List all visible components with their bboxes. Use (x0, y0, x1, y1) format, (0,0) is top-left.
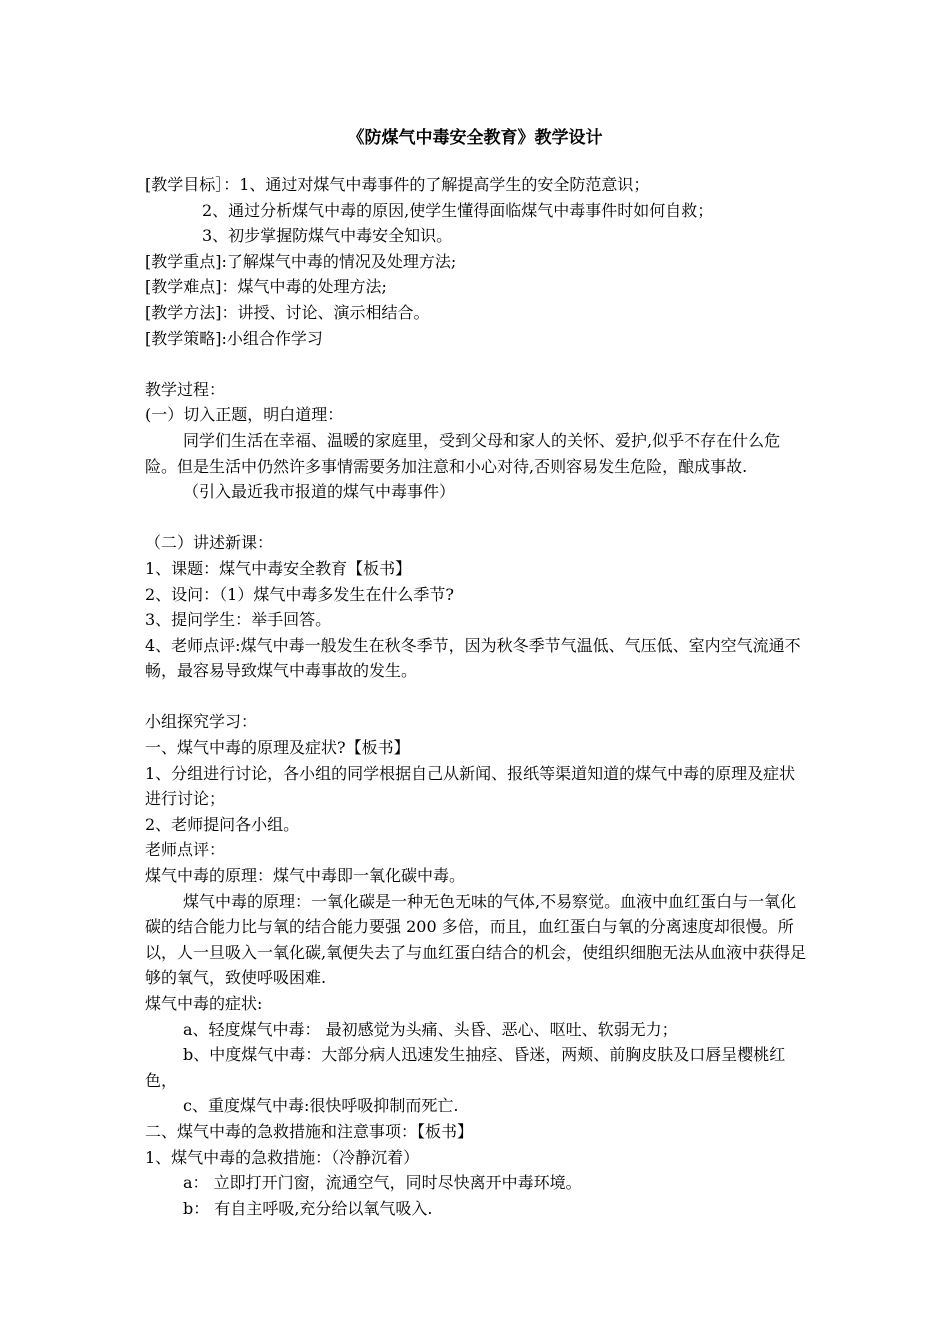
symptom-severe: c、重度煤气中毒:很快呼吸抑制而死亡. (183, 1096, 459, 1116)
list-item: 1、分组进行讨论，各小组的同学根据自己从新闻、报纸等渠道知道的煤气中毒的原理及症状进行讨论； (145, 763, 796, 809)
list-item: 2、老师提问各小组。 (145, 814, 300, 834)
symptoms-heading: 煤气中毒的症状: (145, 994, 263, 1013)
symptom-mild: a、轻度煤气中毒： 最初感觉为头痛、头昏、恶心、呕吐、软弱无力； (183, 1019, 678, 1039)
first-aid-heading: 1、煤气中毒的急救措施：（冷静沉着） (145, 1147, 420, 1167)
topic-2-heading: 二、煤气中毒的急救措施和注意事项：【板书】 (145, 1121, 474, 1141)
objective-line-1: [教学目标］：1、通过对煤气中毒事件的了解提高学生的安全防范意识； (145, 175, 650, 194)
objective-line-2: 2、通过分析煤气中毒的原因,使学生懂得面临煤气中毒事件时如何自救； (202, 200, 714, 220)
group-study-heading: 小组探究学习： (145, 712, 258, 732)
list-item: 2、设问：（1）煤气中毒多发生在什么季节? (145, 584, 454, 604)
document-title: 《防煤气中毒安全教育》教学设计 (347, 128, 603, 148)
list-item: 4、老师点评:煤气中毒一般发生在秋冬季节，因为秋冬季节气温低、气压低、室内空气流通不畅，最容易导致煤气中毒事故的发生。 (145, 635, 801, 681)
list-item: 1、课题：煤气中毒安全教育【板书】 (145, 558, 412, 578)
principle-paragraph: 煤气中毒的原理：一氧化碳是一种无色无味的气体,不易察觉。血液中血红蛋白与一氧化碳的结合能力比与氧的结合能力要强 200 多倍，而且，血红蛋白与氧的分离速度却很慢。所以，人一旦吸入一氧化碳,氧便失去了与血红蛋白结合的机会，使组织细胞无法从血液中获得足够的氧气，致使呼吸困难. (145, 891, 807, 988)
section-2-heading: （二）讲述新课： (145, 533, 274, 553)
symptom-moderate: b、中度煤气中毒：大部分病人迅速发生抽痉、昏迷，两颊、前胸皮肤及口唇呈樱桃红色， (145, 1045, 786, 1090)
list-item: 3、提问学生：举手回答。 (145, 610, 332, 630)
intro-note: （引入最近我市报道的煤气中毒事件） (183, 482, 456, 502)
teacher-comment-heading: 老师点评： (145, 840, 226, 860)
blank-line (145, 351, 810, 377)
blank-line (145, 505, 810, 531)
key-point: [教学重点]:了解煤气中毒的情况及处理方法; (145, 251, 457, 271)
blank-line (145, 684, 810, 710)
first-aid-b: b： 有自主呼吸,充分给以氧气吸入. (183, 1198, 433, 1218)
objective-line-3: 3、初步掌握防煤气中毒安全知识。 (202, 226, 453, 246)
first-aid-a: a： 立即打开门窗，流通空气，同时尽快离开中毒环境。 (183, 1173, 582, 1193)
principle-summary: 煤气中毒的原理：煤气中毒即一氧化碳中毒。 (145, 866, 466, 886)
method: [教学方法]：讲授、讨论、演示相结合。 (145, 302, 430, 322)
section-1-heading: (一）切入正题，明白道理： (145, 405, 344, 425)
topic-1-heading: 一、煤气中毒的原理及症状?【板书】 (145, 738, 410, 758)
strategy: [教学策略]:小组合作学习 (145, 328, 323, 348)
intro-paragraph: 同学们生活在幸福、温暖的家庭里，受到父母和家人的关怀、爱护,似乎不存在什么危险。但是生活中仍然许多事情需要务加注意和小心对待,否则容易发生危险，酿成事故. (145, 430, 781, 476)
document-body (145, 172, 810, 1221)
process-heading: 教学过程： (145, 379, 226, 399)
difficulty: [教学难点]：煤气中毒的处理方法; (145, 277, 387, 297)
